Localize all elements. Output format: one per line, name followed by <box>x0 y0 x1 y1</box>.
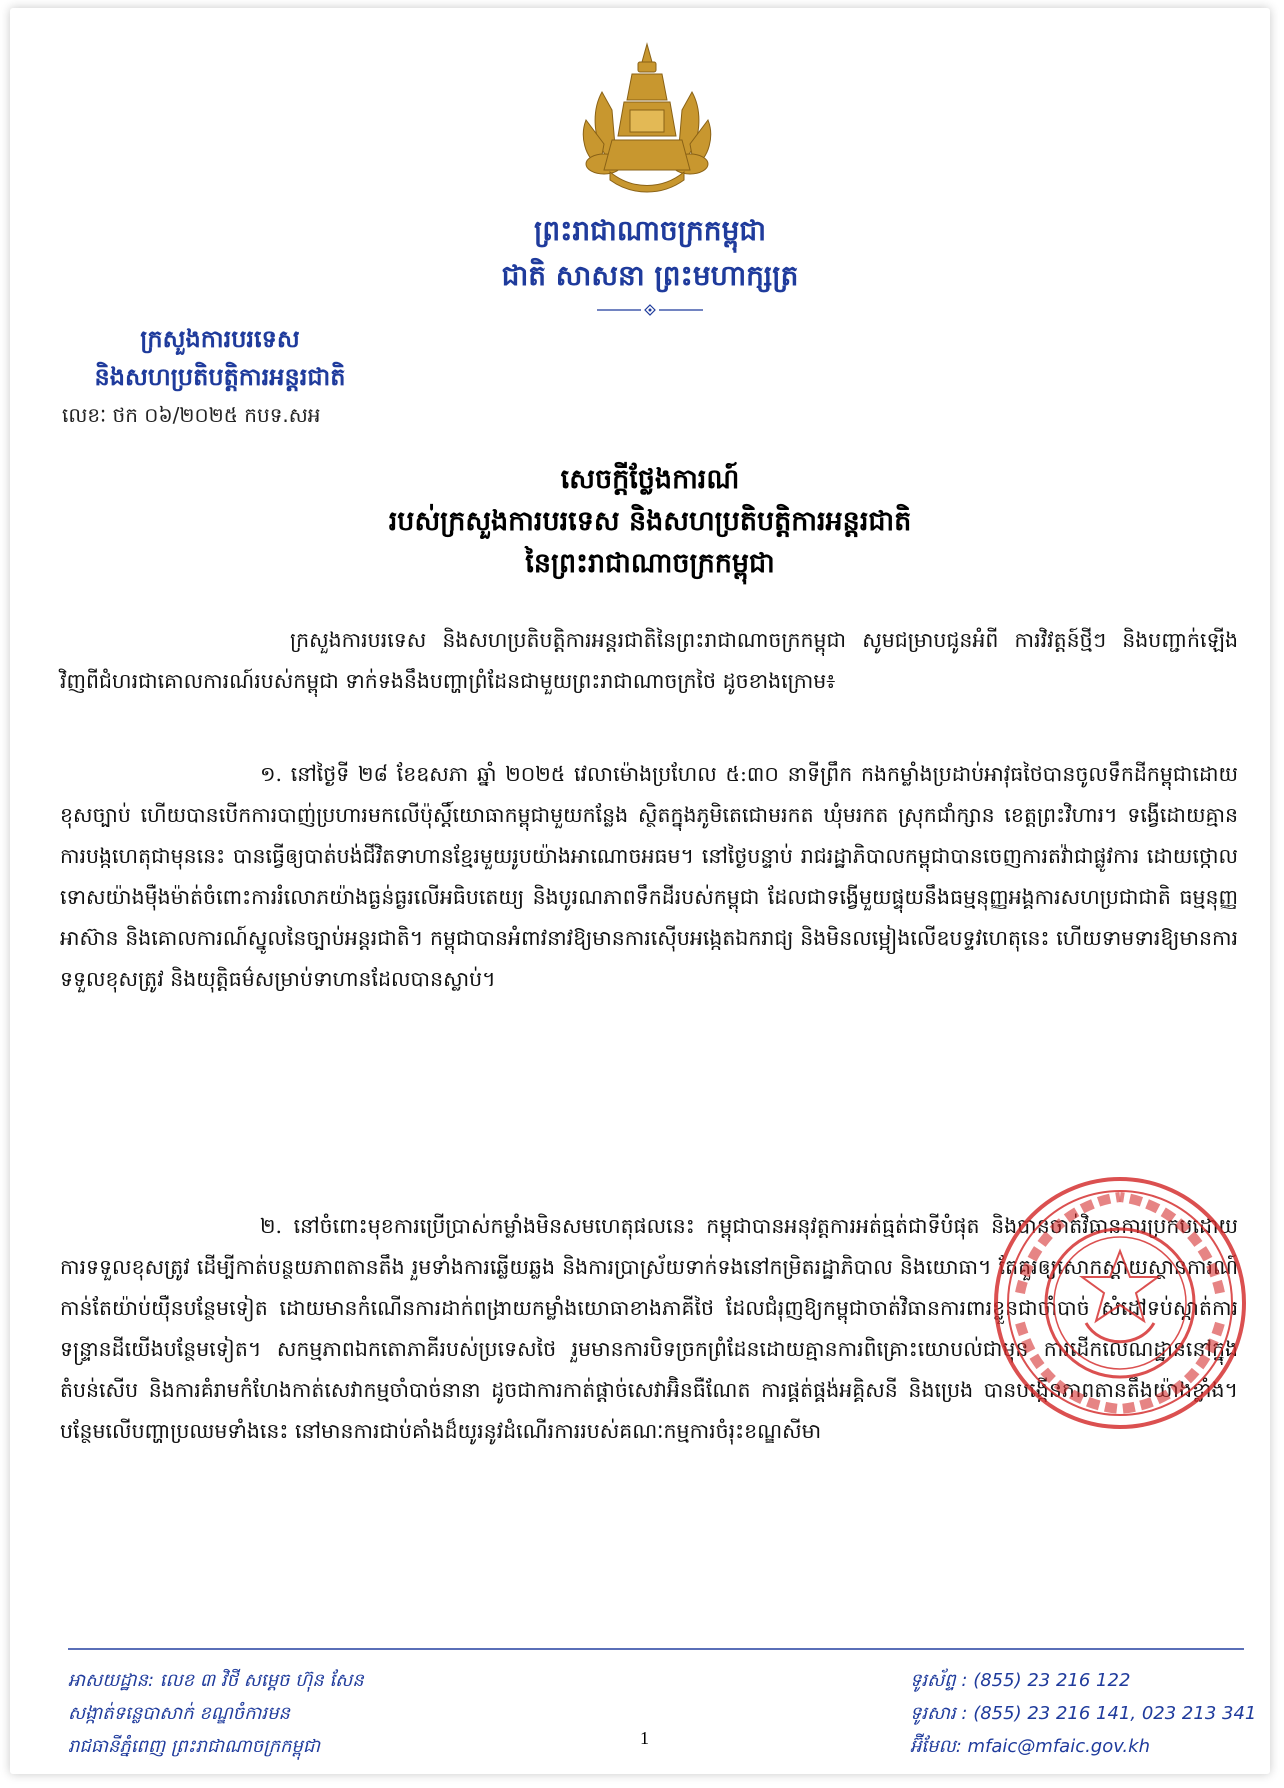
footer-address-line1: អាសយដ្ឋាន: លេខ ៣ វិថី សម្តេច ហ៊ុន សែន <box>68 1670 364 1691</box>
ministry-name-line1: ក្រសួងការបរទេស <box>140 324 300 353</box>
footer-phone: ទូរស័ព្ទ : (855) 23 216 122 <box>910 1670 1131 1691</box>
paragraph-2: ២. នៅចំពោះមុខការប្រើប្រាស់កម្លាំងមិនសមហេតុផលនេះ កម្ពុជាបានអនុវត្តការអត់ធ្មត់ជាទីបំផុត និងបានចាត់វិធានការប្រកបដោយការទទួលខុសត្រូវ ដើម្បីកាត់បន្ថយភាពតានតឹង រួមទាំងការឆ្លើយឆ្លង និងការប្រាស្រ័យទាក់ទងនៅកម្រិតរដ្ឋាភិបាល និងយោធា។ តែគួរឲ្យសោកស្តាយស្ថានការណ៍កាន់តែយ៉ាប់យ៉ឺនបន្ថែមទៀត ដោយមានកំណើនការដាក់ពង្រាយកម្លាំងយោធាខាងភាគីថៃ ដែលជំរុញឱ្យកម្ពុជាចាត់វិធានការពារខ្លួនជាចាំបាច់ សំដៅទប់ស្កាត់ការទន្ទ្រានដីយើងបន្ថែមទៀត។ សកម្មភាពឯកតោភាគីរបស់ប្រទេសថៃ រួមមានការបិទច្រកព្រំដែនដោយគ្មានការពិគ្រោះយោបល់ជាមុន ការដើកលេណដ្ឋាននៅក្នុងតំបន់សើប និងការគំរាមកំហែងកាត់សេវាកម្មចាំបាច់នានា ដូចជាការកាត់ផ្តាច់សេវាអ៊ិនធឺណែត ការផ្គត់ផ្គង់អគ្គិសនី និងប្រេង បានបង្កើនភាពតានតឹងយ៉ាងខ្លាំង។ បន្ថែមលើបញ្ហាប្រឈមទាំងនេះ នៅមានការជាប់គាំងដ៏យូរនូវដំណើរការរបស់គណៈកម្មការចំរុះខណ្ឌសីមា <box>60 1214 1238 1443</box>
ornament-divider-icon <box>595 304 705 316</box>
footer-divider <box>68 1648 1244 1650</box>
ministry-name-line2: និងសហប្រតិបត្តិការអន្តរជាតិ <box>94 362 346 391</box>
reference-number: លេខៈ ថក ០៦/២០២៥ កបទ.សអ <box>62 403 321 427</box>
document-page <box>10 8 1270 1774</box>
royal-coat-of-arms-emblem <box>572 40 722 196</box>
official-seal-stamp <box>990 1173 1250 1433</box>
paragraph-1: ១. នៅថ្ងៃទី ២៨ ខែឧសភា ឆ្នាំ ២០២៥ វេលាម៉ោងប្រហែល ៥:៣០ នាទីព្រឹក កងកម្លាំងប្រដាប់អាវុធថៃបានចូលទឹកដីកម្ពុជាដោយខុសច្បាប់ ហើយបានបើកការបាញ់ប្រហារមកលើប៉ុស្តិ៍យោធាកម្ពុជាមួយកន្លែង ស្ថិតក្នុងភូមិតេជោមរកត ឃុំមរកត ស្រុកជាំក្សាន ខេត្តព្រះវិហារ។ ទង្វើដោយគ្មានការបង្កហេតុជាមុននេះ បានធ្វើឲ្យបាត់បង់ជីវិតទាហានខ្មែរមួយរូបយ៉ាងអាណោចអធម។ នៅថ្ងៃបន្ទាប់ រាជរដ្ឋាភិបាលកម្ពុជាបានចេញការតវ៉ាជាផ្លូវការ ដោយថ្កោលទោសយ៉ាងម៉ឺងម៉ាត់ចំពោះការរំលោភយ៉ាងធ្ងន់ធ្ងរលើអធិបតេយ្យ និងបូរណភាពទឹកដីរបស់កម្ពុជា ដែលជាទង្វើមួយផ្ទុយនឹងធម្មនុញ្ញអង្គការសហប្រជាជាតិ ធម្មនុញ្ញអាស៊ាន និងគោលការណ៍ស្នូលនៃច្បាប់អន្តរជាតិ។ កម្ពុជាបានអំពាវនាវឱ្យមានការស៊ើបអង្កេតឯករាជ្យ និងមិនលម្អៀងលើឧបទ្ទវហេតុនេះ ហើយទាមទារឱ្យមានការទទួលខុសត្រូវ និងយុត្តិធម៌សម្រាប់ទាហានដែលបានស្លាប់។ <box>60 762 1238 991</box>
footer-fax: ទូរសារ : (855) 23 216 141, 023 213 341 <box>910 1703 1257 1724</box>
document-subtitle-line2: នៃព្រះរាជាណាចក្រកម្ពុជា <box>525 548 775 579</box>
footer-address-line3: រាជធានីភ្នំពេញ ព្រះរាជាណាចក្រកម្ពុជា <box>68 1736 320 1757</box>
kingdom-name: ព្រះរាជាណាចក្រកម្ពុជា <box>533 214 766 247</box>
national-motto: ជាតិ សាសនា ព្រះមហាក្សត្រ <box>501 259 799 292</box>
page-number: 1 <box>640 1728 649 1748</box>
document-title: សេចក្តីថ្លែងការណ៍ <box>560 464 740 495</box>
intro-paragraph: ក្រសួងការបរទេស និងសហប្រតិបត្តិការអន្តរជាតិនៃព្រះរាជាណាចក្រកម្ពុជា សូមជម្រាបជូនអំពី ការវិវត្តន៍ថ្មីៗ និងបញ្ជាក់ឡើងវិញពីជំហរជាគោលការណ៍របស់កម្ពុជា ទាក់ទងនឹងបញ្ហាព្រំដែនជាមួយព្រះរាជាណាចក្រថៃ ដូចខាងក្រោម៖ <box>60 628 1238 693</box>
footer-address-line2: សង្កាត់ទន្លេបាសាក់ ខណ្ឌចំការមន <box>68 1703 290 1724</box>
footer-email[interactable]: អ៊ីមែល: mfaic@mfaic.gov.kh <box>910 1736 1150 1757</box>
document-subtitle-line1: របស់ក្រសួងការបរទេស និងសហប្រតិបត្តិការអន្តរជាតិ <box>388 506 912 537</box>
